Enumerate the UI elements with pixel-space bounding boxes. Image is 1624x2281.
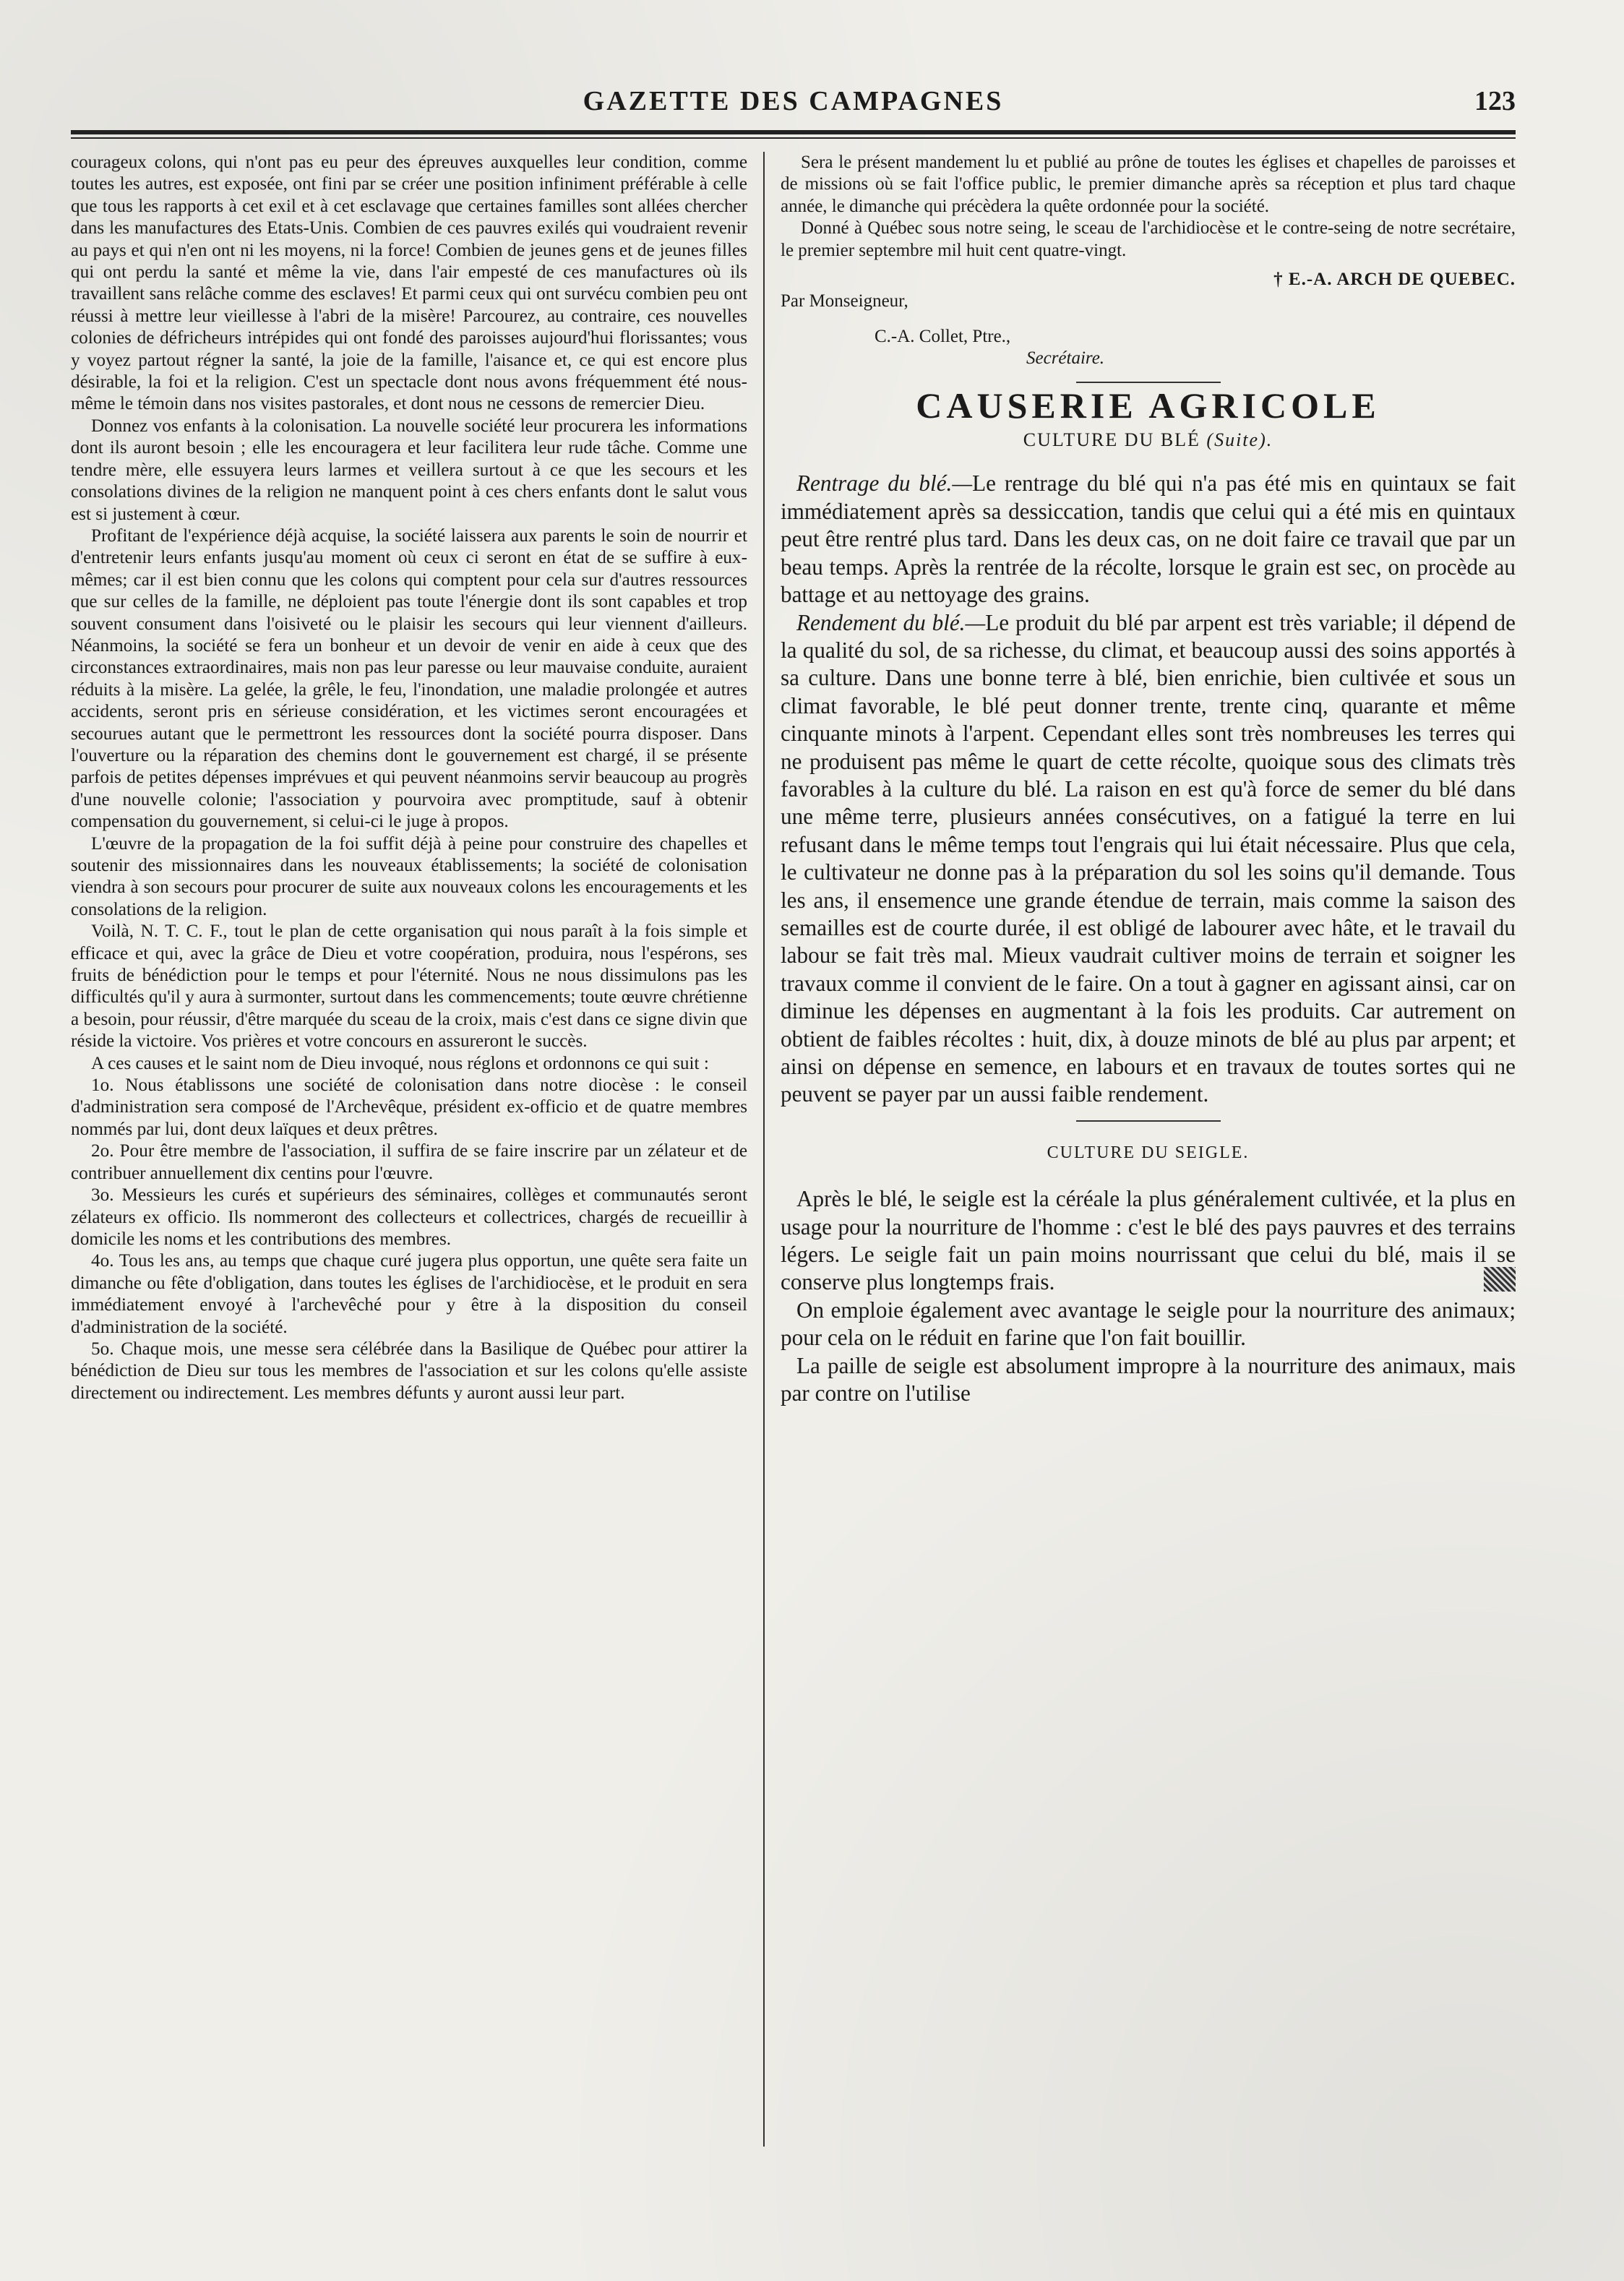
seigle-paragraph: On emploie également avec avantage le seigle pour la nourriture des animaux; pour cela on le réduit en farine que l'on fait bouillir. xyxy=(781,1297,1516,1351)
mandement-paragraph: Donné à Québec sous notre seing, le sceau de l'archidiocèse et le contre-seing de notre secrétaire, le premier septembre mil huit cent quatre-vingt. xyxy=(781,218,1516,260)
page-header xyxy=(71,80,1516,130)
left-paragraph: 1o. Nous établissons une société de colonisation dans notre diocèse : le conseil d'administration sera composé de l'Archevêque, président ex-officio et de quatre membres nommés par lui, dont deux laïques et deux prêtres. xyxy=(71,1075,747,1139)
left-paragraph: 3o. Messieurs les curés et supérieurs des séminaires, collèges et communautés seront zélateurs ex officio. Ils nommeront des collecteurs et collectrices, chargés de recueillir à domicile les noms et les contributions des membres. xyxy=(71,1185,747,1249)
left-paragraph: 4o. Tous les ans, au temps que chaque curé jugera plus opportun, une quête sera faite un dimanche ou fête d'obligation, dans toutes les églises de l'archidiocèse, et le produit en sera immédiatement envoyé à l'archevêché pour y être à la disposition du conseil d'administration de la société. xyxy=(71,1251,747,1337)
mandement-paragraph: Sera le présent mandement lu et publié au prône de toutes les églises et chapelles de paroisses et de missions où se fait l'office public, le premier dimanche après sa réception et plus tard chaque année, le dimanche qui précèdera la quête ordonnée pour la société. xyxy=(781,153,1516,216)
separator-rule xyxy=(1076,382,1221,383)
left-paragraph: 5o. Chaque mois, une messe sera célébrée dans la Basilique de Québec pour attirer la bénédiction de Dieu sur tous les membres de l'association et sur les colons qu'elle assiste directement ou indirectement. Les membres défunts y auront aussi leur part. xyxy=(71,1339,747,1403)
archbishop-signature: † E.-A. ARCH DE QUEBEC. xyxy=(1273,270,1516,290)
left-paragraph: L'œuvre de la propagation de la foi suffit déjà à peine pour construire des chapelles et soutenir des missionnaires dans les nouveaux établissements; la société de colonisation viendra à son secours pour procurer de suite aux nouveaux colons les encouragements et les consolations de la religion. xyxy=(71,833,747,919)
subtitle-main: CULTURE DU BLÉ xyxy=(1023,429,1200,451)
par-monseigneur: Par Monseigneur, xyxy=(781,291,908,312)
page-number: 123 xyxy=(1474,86,1516,116)
ble-text: Le rentrage du blé qui n'a pas été mis en quintaux se fait immédiatement après sa dessiccation, tandis que celui qui a été mis en quintaux peut être rentré plus tard. Dans les deux cas, on ne doit faire ce travail que par un beau temps. Après la rentrée de la récolte, lorsque le grain est sec, on procède au battage et au nettoyage des grains. xyxy=(781,471,1516,608)
ble-lead: Rentrage du blé.— xyxy=(796,471,973,497)
left-paragraph: Voilà, N. T. C. F., tout le plan de cette organisation qui nous paraît à la fois simple et efficace et qui, avec la grâce de Dieu et votre coopération, produira, nous l'espérons, ses fruits de bénédiction pour le temps et pour l'éternité. Nous ne nous dissimulons pas les difficultés qu'il y aura à surmonter, surtout dans les commencements; toute œuvre chrétienne a besoin, pour réussir, d'être marquée du sceau de la croix, mais c'est dans ce signe divin que réside la victoire. Vos prières et votre concours en assureront le succès. xyxy=(71,922,747,1052)
ble-text: Le produit du blé par arpent est très variable; il dépend de la qualité du sol, de sa richesse, du climat, et beaucoup aussi des soins apportés à sa culture. Dans une bonne terre à blé, bien enrichie, bien cultivée et sous un climat favorable, le blé peut donner trente, trente cinq, quarante et même cinquante minots à l'arpent. Cependant elles sont très nombreuses les terres qui ne produisent pas même le quart de cette récolte, quoique sous des climats très favorables à la culture du blé. La raison en est qu'à force de semer du blé dans une même terre, plusieurs années consécutives, on a fatigué la terre en lui refusant dans le même temps tout l'engrais qui lui était nécessaire. Plus que cela, le cultivateur ne donne pas à la préparation du sol les soins qu'il demande. Tous les ans, il ensemence une grande étendue de terrain, mais comme la saison des semailles est de courte durée, il est obligé de labourer avec hâte, et le travail du labour se fait très mal. Mieux vaudrait cultiver moins de terrain et soigner les travaux comme il convient de le faire. On a tout à gagner en agissant ainsi, car on diminue les dépenses en augmentant à la fois les produits. Car autrement on obtient de faibles récoltes : huit, dix, à douze minots de blé au plus par arpent; et ainsi on dépense en semence, en labours et en travaux de toutes sortes qui ne peuvent se payer par un aussi faible rendement. xyxy=(781,609,1516,1107)
seigle-paragraph: La paille de seigle est absolument impropre à la nourriture des animaux, mais par contre on l'utilise xyxy=(781,1352,1516,1406)
seigle-article xyxy=(781,1185,1516,1407)
section-subtitle xyxy=(781,429,1516,451)
seigle-paragraph xyxy=(781,1185,1516,1297)
newspaper-title: GAZETTE DES CAMPAGNES xyxy=(583,86,1004,116)
secretary-title: Secrétaire. xyxy=(1026,348,1105,369)
left-paragraph: Profitant de l'expérience déjà acquise, la société laissera aux parents le soin de nourrir et d'entretenir leurs enfants jusqu'au moment où ceux ci seront en état de se suffire à eux-mêmes; car il est bien connu que les colons qui comptent pour cela sur d'autres ressources que sur celles de la famille, ne déploient pas toute l'énergie dont ils sont capables et trop souvent consument dans l'oisiveté ou le plaisir les secours qui leur viennent d'ailleurs. Néanmoins, la société se fera un bonheur et un devoir de venir en aide à ceux que des circonstances extraordinaires, mais non pas leur paresse ou leur mauvaise conduite, auraient réduits à la misère. La gelée, la grêle, le feu, l'inondation, une maladie prolongée et autres accidents, seront pris en sérieuse considération, et les victimes seront encouragées et secourues autant que le permettront les ressources dont la société pourra disposer. Dans l'ouverture ou la réparation des chemins dont le gouvernement est chargé, il se présente parfois de petites dépenses imprévues et qui peuvent néanmoins servir beaucoup au progrès d'une nouvelle colonie; l'association y pourvoira avec promptitude, sauf à obtenir compensation du gouvernement, si celui-ci le juge à propos. xyxy=(71,525,747,832)
section-title: CAUSERIE AGRICOLE xyxy=(916,385,1380,426)
header-rule xyxy=(71,130,1516,139)
left-paragraph: A ces causes et le saint nom de Dieu invoqué, nous réglons et ordonnons ce qui suit : xyxy=(91,1053,709,1073)
seigle-title: CULTURE DU SEIGLE. xyxy=(1047,1143,1250,1162)
ble-paragraph xyxy=(781,470,1516,609)
text-columns xyxy=(71,152,1516,2147)
left-paragraph: 2o. Pour être membre de l'association, il suffira de se faire inscrire par un zélateur et de contribuer annuellement dix centins pour l'œuvre. xyxy=(71,1141,747,1183)
left-paragraph: courageux colons, qui n'ont pas eu peur des épreuves auxquelles leur condition, comme toutes les autres, est exposée, ont fini par se créer une position infiniment préférable à celle que tous les rapports à cet exil et à cet esclavage que certaines familles sont allées chercher dans les manufactures des Etats-Unis. Combien de ces pauvres exilés qui voudraient revenir au pays et qui n'en ont ni les moyens, ni la force! Combien de jeunes gens et de jeunes filles qui ont perdu la santé et même la vie, dans l'air empesté de ces manufactures où ils travaillent sans relâche comme des esclaves! Et parmi ceux qui ont survécu combien peu ont réussi à mettre leur vieillesse à l'abri de la misère! Parcourez, au contraire, ces nouvelles colonies de défricheurs intrépides qui ont fondé des paroisses aujourd'hui florissantes; vous y voyez partout régner la santé, la joie de la famille, l'aisance et, ce qui est encore plus désirable, la foi et la religion. C'est un spectacle dont nous avons fréquemment été nous-même le témoin dans nos visites pastorales, et dont nous ne cessons de remercier Dieu. xyxy=(71,153,747,414)
secretary-name: C.-A. Collet, Ptre., xyxy=(875,326,1011,346)
seigle-text: Après le blé, le seigle est la céréale la plus généralement cultivée, et la plus en usage pour la nourriture de l'homme : c'est le blé des pays pauvres et des terrains légers. Le seigle fait un pain moins nourrissant que celui du blé, mais il se conserve plus longtemps frais. xyxy=(781,1186,1516,1295)
ble-lead: Rendement du blé.— xyxy=(796,609,986,635)
ble-paragraph xyxy=(781,609,1516,1109)
ink-smudge-icon xyxy=(1484,1267,1516,1292)
subtitle-suite: (Suite). xyxy=(1206,429,1273,451)
separator-rule xyxy=(1076,1120,1221,1122)
ble-article xyxy=(781,470,1516,1108)
right-column xyxy=(765,152,1516,2147)
left-paragraph: Donnez vos enfants à la colonisation. La nouvelle société leur procurera les informations dont ils auront besoin ; elle les encouragera et leur facilitera leur rude tâche. Comme une tendre mère, elle essuyera leurs larmes et veillera surtout à ce que les secours et les consolations divines de la religion ne manquent point à ces chers enfants dont le salut vous est si justement à cœur. xyxy=(71,416,747,524)
left-column xyxy=(71,152,765,2147)
